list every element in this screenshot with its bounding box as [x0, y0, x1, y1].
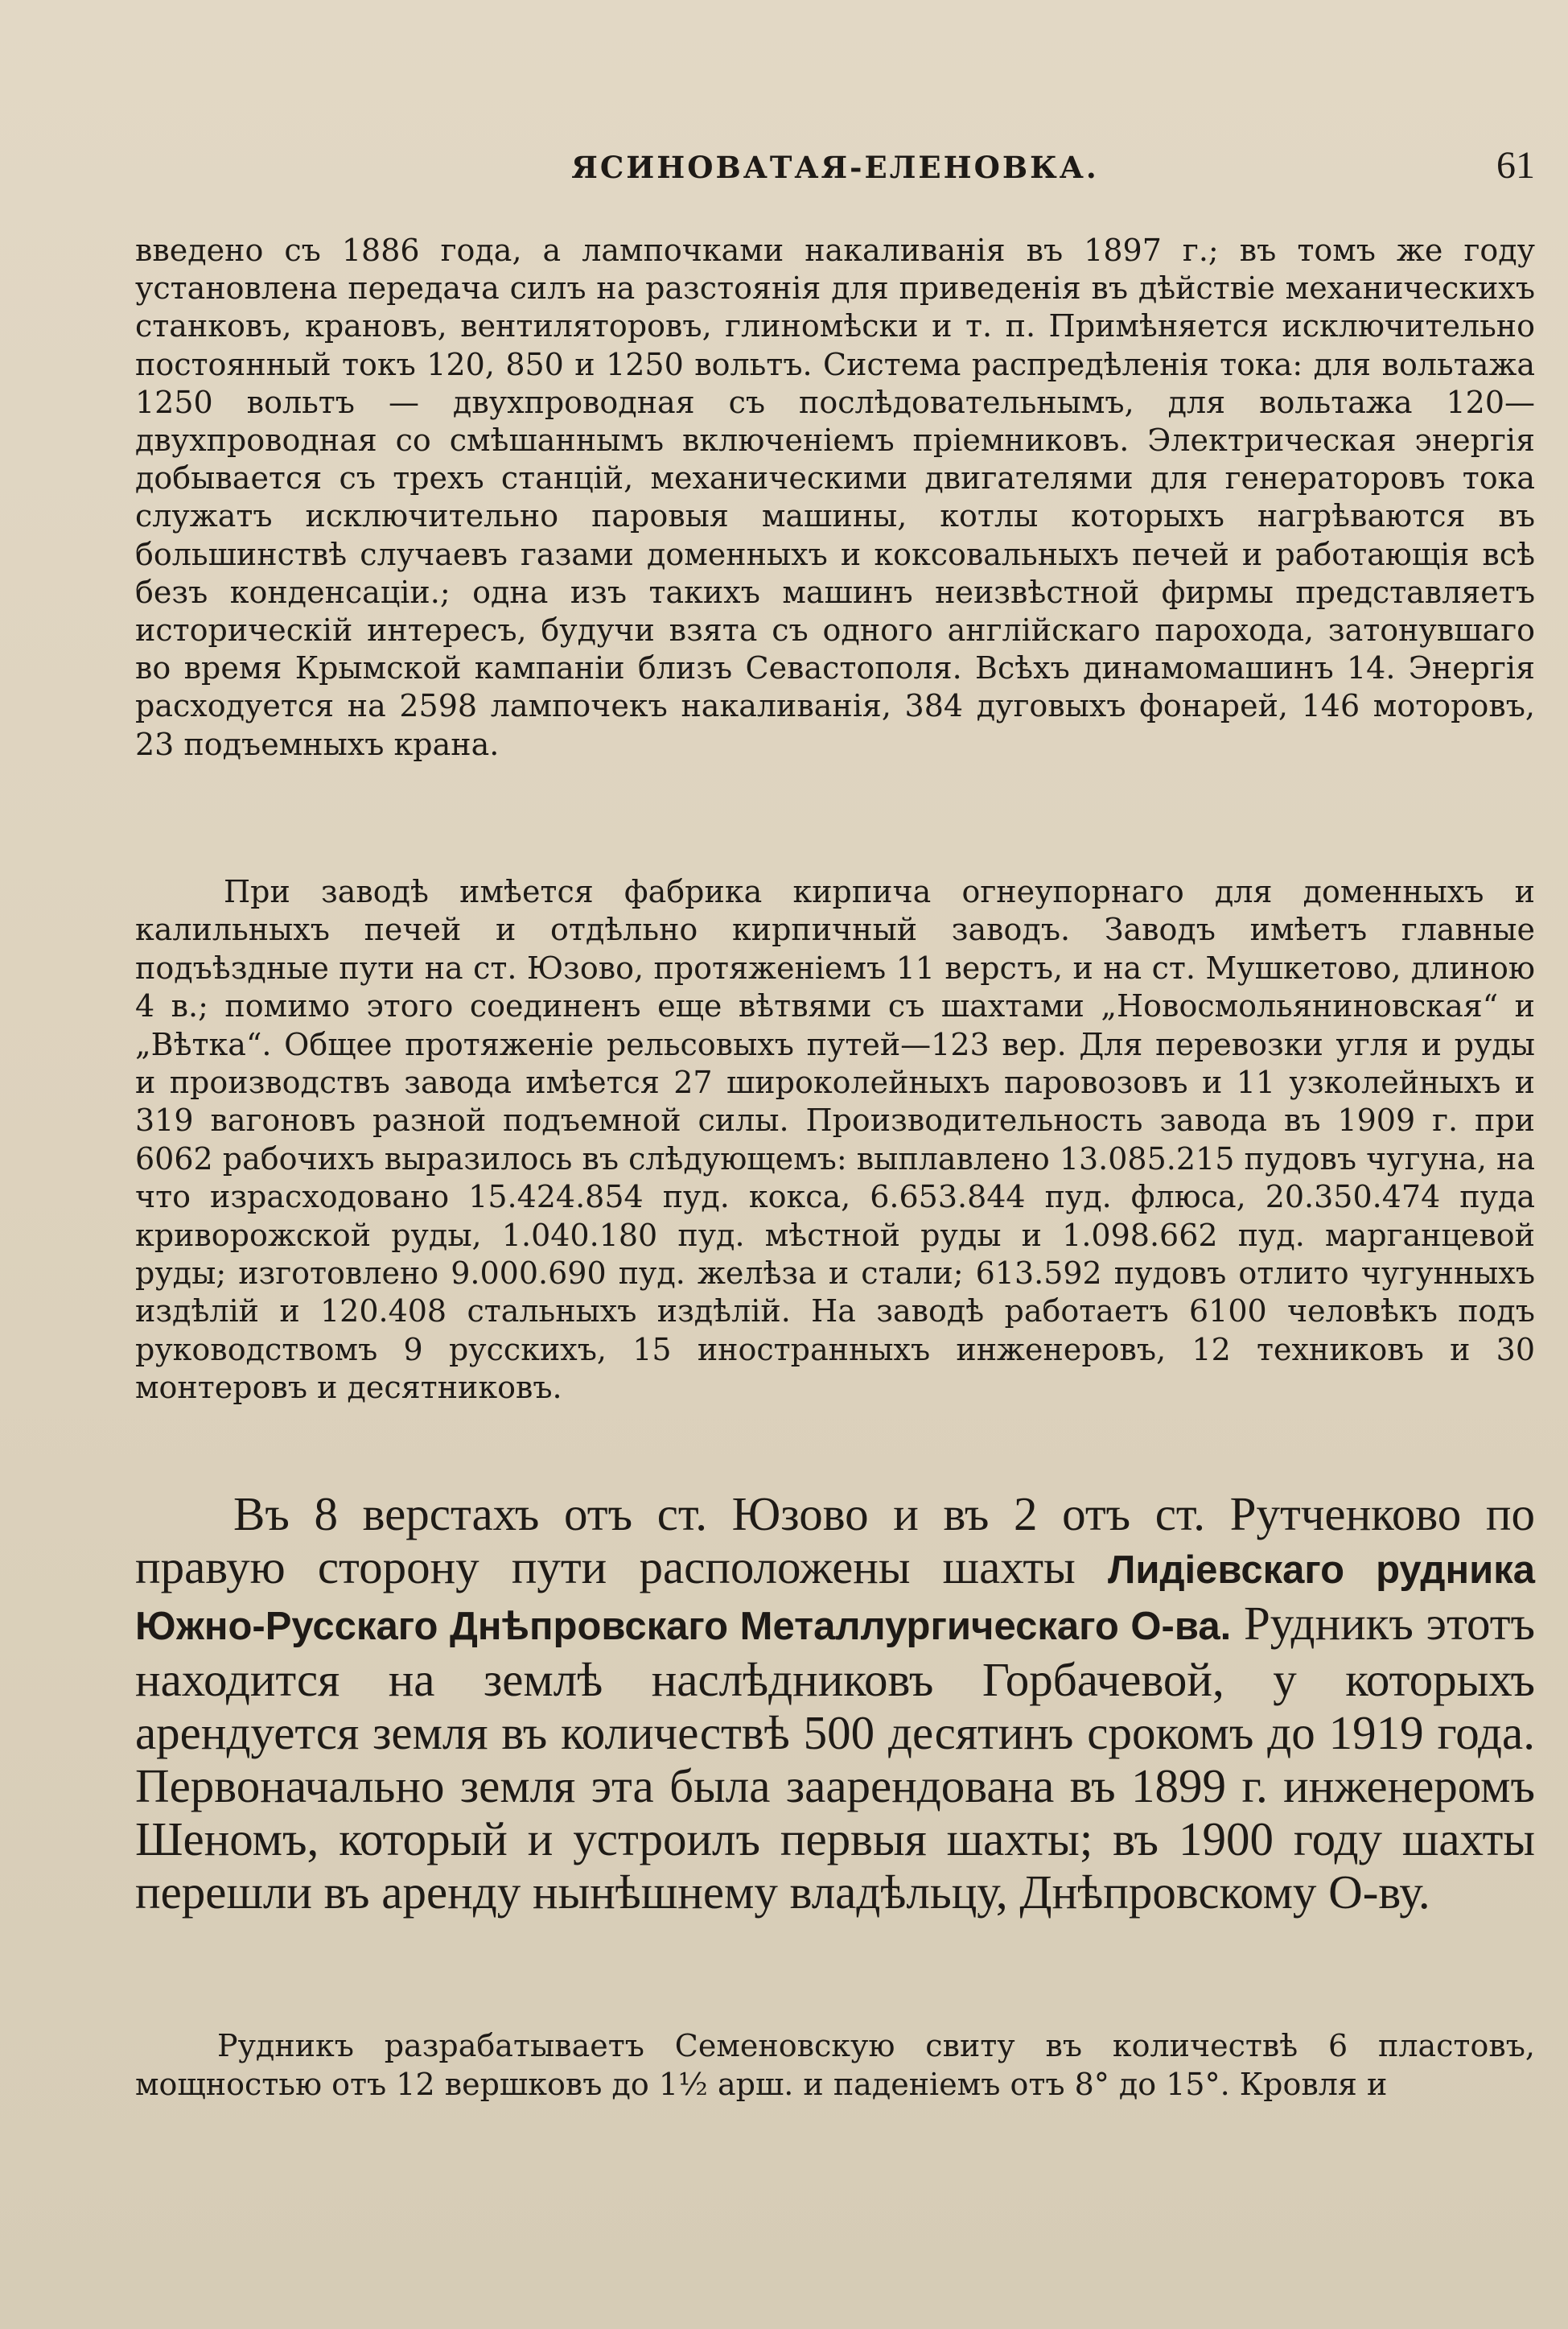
lidievsky-lease-text: Рудникъ этотъ находится на землѣ наслѣдниковъ Горбачевой, у которыхъ арендуется земля въ количествѣ 500 десятинъ срокомъ до 1919 года. Первоначально земля эта была заарендована въ 1899 г. инженеромъ Шеномъ, который и устроилъ первыя шахты; въ 1900 году шахты перешли въ аренду нынѣшнему владѣльцу, Днѣпровскому О-ву.	[135, 1597, 1536, 1919]
page-number: 61	[1496, 144, 1535, 187]
running-head	[135, 143, 1535, 200]
paragraph-lidievsky-mine	[135, 1487, 1535, 1919]
paragraph-plant-production: При заводѣ имѣется фабрика кирпича огнеупорнаго для доменныхъ и калильныхъ печей и отдѣльно кирпичный заводъ. Заводъ имѣетъ главные подъѣздные пути на ст. Юзово, протяженіемъ 11 верстъ, и на ст. Мушкетово, длиною 4 в.; помимо этого соединенъ еще вѣтвями съ шахтами „Новосмольяниновская“ и „Вѣтка“. Общее протяженіе рельсовыхъ путей—123 вер. Для перевозки угля и руды и производствъ завода имѣется 27 широколейныхъ паровозовъ и 11 узколейныхъ и 319 вагоновъ разной подъемной силы. Производительность завода въ 1909 г. при 6062 рабочихъ выразилось въ слѣдующемъ: выплавлено 13.085.215 пудовъ чугуна, на что израсходовано 15.424.854 пуд. кокса, 6.653.844 пуд. флюса, 20.350.474 пуда криворожской руды, 1.040.180 пуд. мѣстной руды и 1.098.662 пуд. марганцевой руды; изготовлено 9.000.690 пуд. желѣза и стали; 613.592 пудовъ отлито чугунныхъ издѣлій и 120.408 стальныхъ издѣлій. На заводѣ работаетъ 6100 человѣкъ подъ руководствомъ 9 русскихъ, 15 иностранныхъ инженеровъ, 12 техниковъ и 30 монтеровъ и десятниковъ.	[135, 874, 1535, 1406]
paragraph-electric-energy: введено съ 1886 года, а лампочками накаливанія въ 1897 г.; въ томъ же году установлена передача силъ на разстоянія для приведенія въ дѣйствіе механическихъ станковъ, крановъ, вентиляторовъ, глиномѣски и т. п. Примѣняется исключительно постоянный токъ 120, 850 и 1250 вольтъ. Система распредѣленія тока: для вольтажа 1250 вольтъ — двухпроводная съ послѣдовательнымъ, для вольтажа 120—двухпроводная со смѣшаннымъ включеніемъ пріемниковъ. Электрическая энергія добывается съ трехъ станцій, механическими двигателями для генераторовъ тока служатъ исключительно паровыя машины, котлы которыхъ нагрѣваются въ большинствѣ случаевъ газами доменныхъ и коксовальныхъ печей и работающія всѣ безъ конденсаціи.; одна изъ такихъ машинъ неизвѣстной фирмы представляетъ историческій интересъ, будучи взята съ одного англійскаго парохода, затонувшаго во время Крымской кампаніи близъ Севастополя. Всѣхъ динамомашинъ 14. Энергія расходуется на 2598 лампочекъ накаливанія, 384 дуговыхъ фонарей, 146 моторовъ, 23 подъемныхъ крана.	[135, 233, 1535, 762]
paragraph-seam-description: Рудникъ разрабатываетъ Семеновскую свиту въ количествѣ 6 пластовъ, мощностью отъ 12 вершковъ до 1½ арш. и паденіемъ отъ 8° до 15°. Кровля и	[135, 2028, 1535, 2102]
lidievsky-intro-text: Въ 8 верстахъ отъ ст. Юзово и въ 2 отъ ст. Рутченково по правую сторону пути расположены шахты	[135, 1487, 1535, 1593]
running-title: ЯСИНОВАТАЯ-ЕЛЕНОВКА.	[571, 150, 1099, 185]
mine-company-name: Лидіевскаго рудника Южно-Русскаго Днѣпровскаго Металлургическаго О-ва.	[135, 1548, 1536, 1648]
